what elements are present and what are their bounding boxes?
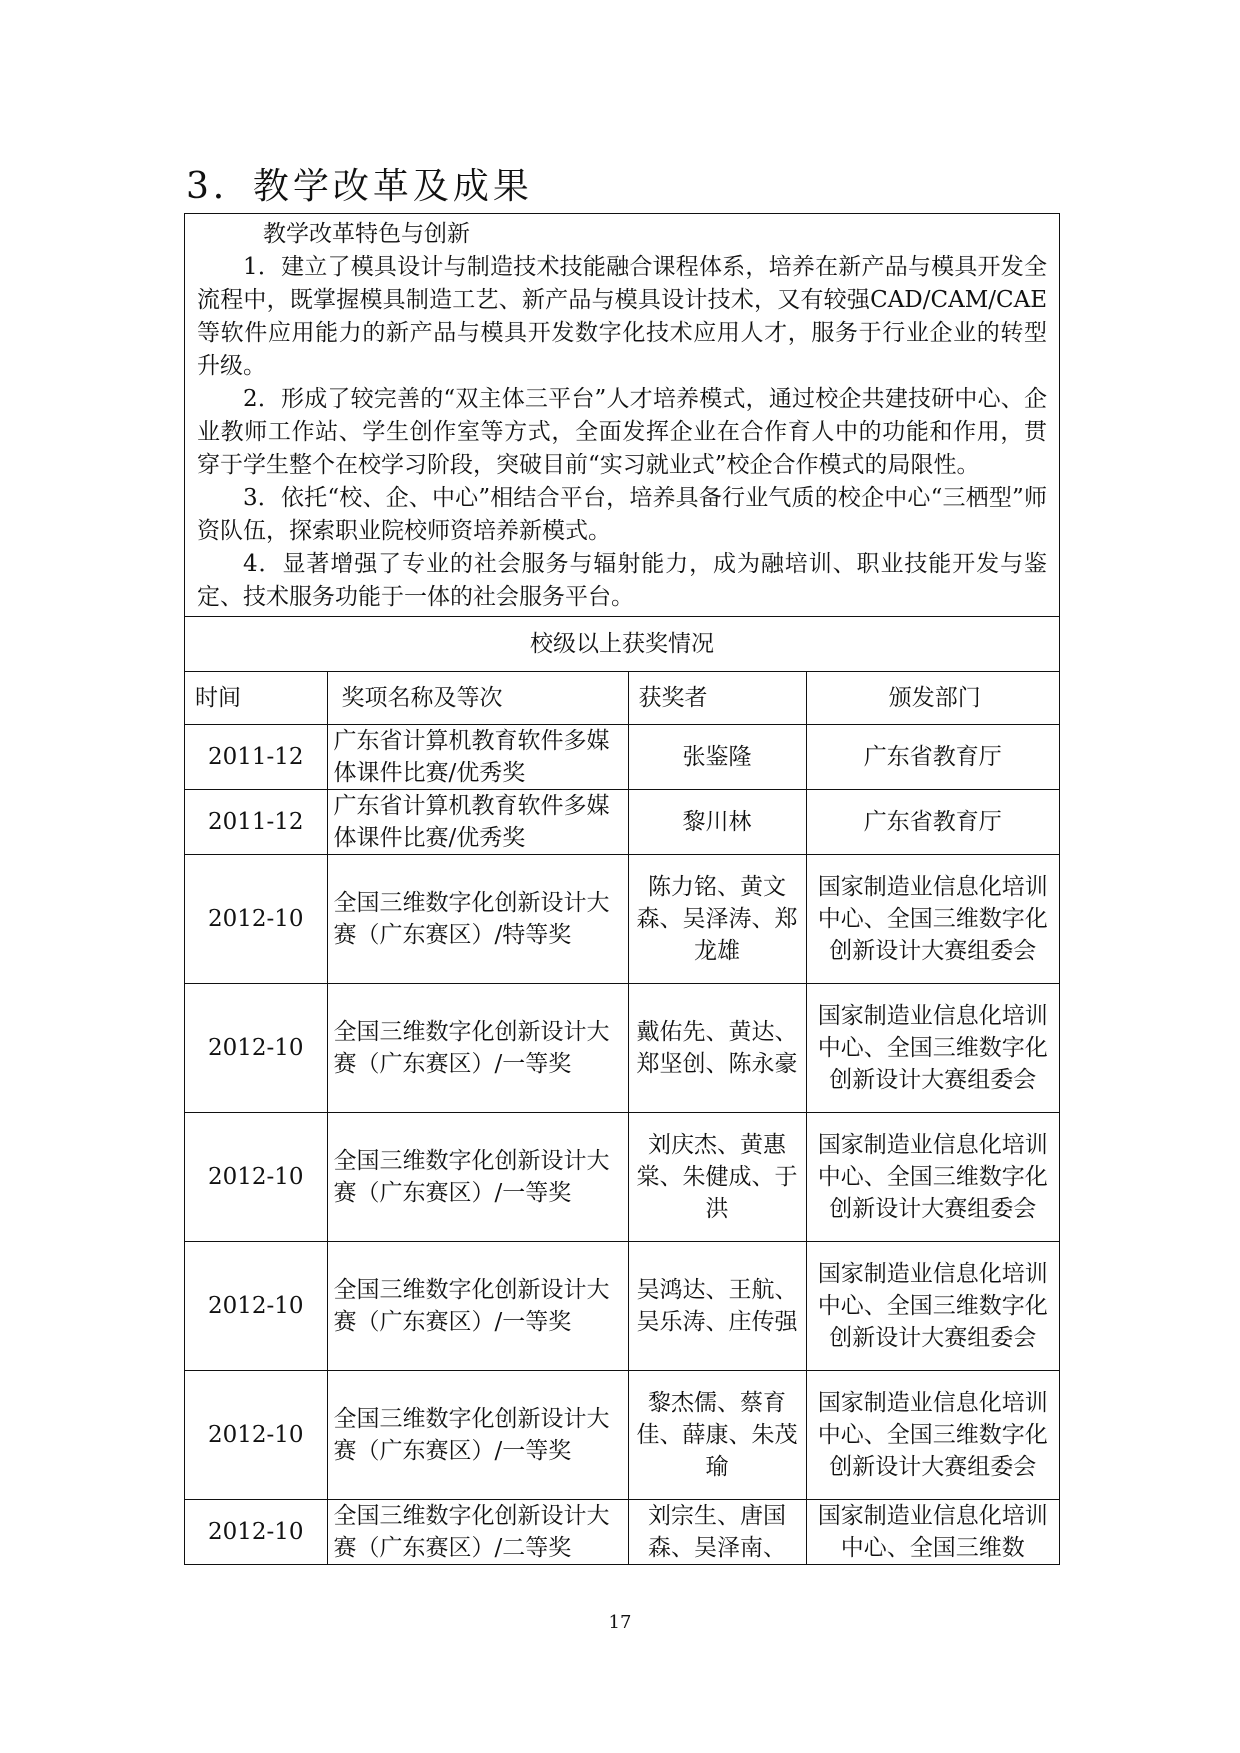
reform-paragraph-2: 2．形成了较完善的“双主体三平台”人才培养模式，通过校企共建技研中心、企业教师工作站、学生创作室等方式，全面发挥企业在合作育人中的功能和作用，贯穿于学生整个在校学习阶段，突破目前“实习就业式”校企合作模式的局限性。	[197, 386, 1047, 478]
awards-title: 校级以上获奖情况	[185, 617, 1059, 672]
cell-award: 广东省计算机教育软件多媒体课件比赛/优秀奖	[327, 725, 628, 790]
header-dept: 颁发部门	[806, 672, 1059, 725]
cell-winner: 刘庆杰、黄惠棠、朱健成、于洪	[628, 1113, 806, 1242]
awards-table	[185, 672, 1059, 1564]
cell-winner: 吴鸿达、王航、吴乐涛、庄传强	[628, 1242, 806, 1371]
table-row	[185, 1113, 1059, 1242]
cell-dept: 广东省教育厅	[806, 725, 1059, 790]
cell-award: 全国三维数字化创新设计大赛（广东赛区）/二等奖	[327, 1500, 628, 1565]
cell-dept: 国家制造业信息化培训中心、全国三维数字化创新设计大赛组委会	[806, 855, 1059, 984]
awards-header-row	[185, 672, 1059, 725]
reform-innovation-section	[185, 214, 1059, 617]
cell-time: 2012-10	[185, 855, 327, 984]
cell-winner: 刘宗生、唐国森、吴泽南、	[628, 1500, 806, 1565]
table-row	[185, 1371, 1059, 1500]
cell-award: 全国三维数字化创新设计大赛（广东赛区）/一等奖	[327, 1113, 628, 1242]
table-row	[185, 984, 1059, 1113]
cell-dept: 国家制造业信息化培训中心、全国三维数字化创新设计大赛组委会	[806, 1371, 1059, 1500]
table-row	[185, 790, 1059, 855]
page-number: 17	[608, 1612, 632, 1633]
reform-paragraph-4: 4．显著增强了专业的社会服务与辐射能力，成为融培训、职业技能开发与鉴定、技术服务功能于一体的社会服务平台。	[197, 551, 1047, 610]
section-heading: 3．教学改革及成果	[186, 166, 533, 207]
cell-winner: 黎杰儒、蔡育佳、薛康、朱茂瑜	[628, 1371, 806, 1500]
cell-time: 2012-10	[185, 1371, 327, 1500]
reform-paragraph-3: 3．依托“校、企、中心”相结合平台，培养具备行业气质的校企中心“三栖型”师资队伍，探索职业院校师资培养新模式。	[197, 485, 1047, 544]
header-award: 奖项名称及等次	[327, 672, 628, 725]
reform-subtitle: 教学改革特色与创新	[263, 221, 470, 247]
cell-winner: 戴佑先、黄达、郑坚创、陈永豪	[628, 984, 806, 1113]
cell-time: 2012-10	[185, 1113, 327, 1242]
teaching-reform-table	[184, 213, 1060, 1565]
cell-award: 全国三维数字化创新设计大赛（广东赛区）/一等奖	[327, 1371, 628, 1500]
cell-award: 全国三维数字化创新设计大赛（广东赛区）/一等奖	[327, 984, 628, 1113]
cell-dept: 国家制造业信息化培训中心、全国三维数字化创新设计大赛组委会	[806, 984, 1059, 1113]
cell-award: 全国三维数字化创新设计大赛（广东赛区）/一等奖	[327, 1242, 628, 1371]
reform-paragraph-1: 1．建立了模具设计与制造技术技能融合课程体系，培养在新产品与模具开发全流程中，既掌握模具制造工艺、新产品与模具设计技术，又有较强CAD/CAM/CAE等软件应用能力的新产品与模具开发数字化技术应用人才，服务于行业企业的转型升级。	[197, 254, 1047, 379]
cell-time: 2011-12	[185, 725, 327, 790]
header-time: 时间	[185, 672, 327, 725]
cell-time: 2012-10	[185, 984, 327, 1113]
cell-dept: 国家制造业信息化培训中心、全国三维数字化创新设计大赛组委会	[806, 1113, 1059, 1242]
cell-time: 2012-10	[185, 1242, 327, 1371]
table-row	[185, 725, 1059, 790]
header-winner: 获奖者	[628, 672, 806, 725]
cell-time: 2012-10	[185, 1500, 327, 1565]
table-row	[185, 855, 1059, 984]
table-row	[185, 1242, 1059, 1371]
cell-winner: 张鉴隆	[628, 725, 806, 790]
cell-time: 2011-12	[185, 790, 327, 855]
cell-award: 广东省计算机教育软件多媒体课件比赛/优秀奖	[327, 790, 628, 855]
table-row	[185, 1500, 1059, 1565]
cell-dept: 国家制造业信息化培训中心、全国三维数	[806, 1500, 1059, 1565]
cell-award: 全国三维数字化创新设计大赛（广东赛区）/特等奖	[327, 855, 628, 984]
cell-dept: 国家制造业信息化培训中心、全国三维数字化创新设计大赛组委会	[806, 1242, 1059, 1371]
cell-winner: 陈力铭、黄文森、吴泽涛、郑龙雄	[628, 855, 806, 984]
cell-winner: 黎川林	[628, 790, 806, 855]
cell-dept: 广东省教育厅	[806, 790, 1059, 855]
